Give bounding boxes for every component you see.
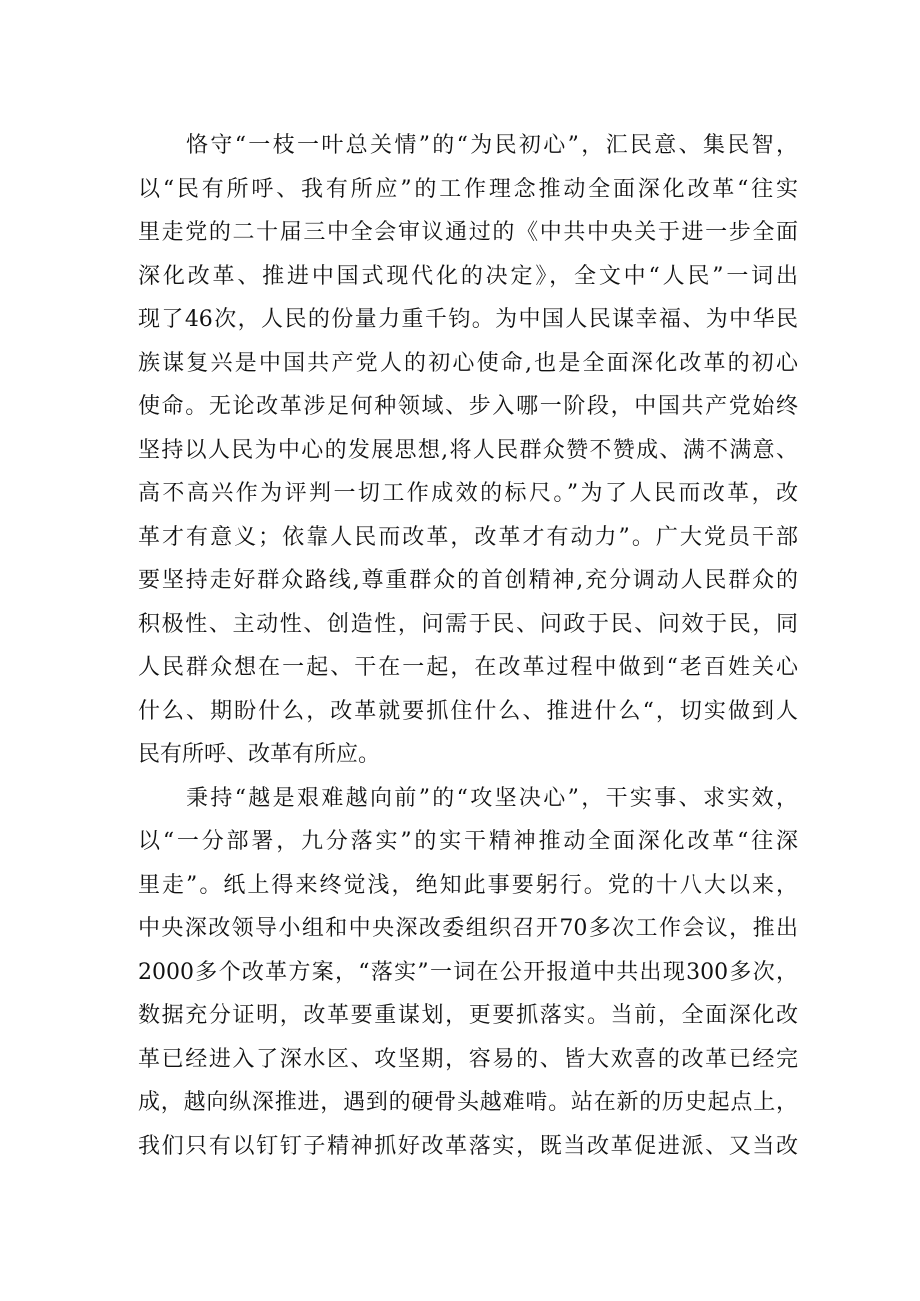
text-line: 恪守“一枝一叶总关情”的“为民初心”，汇民意、集民智，: [186, 133, 798, 158]
text-line: 坚持以人民为中心的发展思想,将人民群众赞不赞成、满不满意、: [138, 438, 798, 463]
text-line: 数据充分证明，改革要重谋划，更要抓落实。当前，全面深化改: [138, 1003, 798, 1028]
text-line: 里走”。纸上得来终觉浅，绝知此事要躬行。党的十八大以来，: [138, 873, 798, 898]
text-line: 成，越向纵深推进，遇到的硬骨头越难啃。站在新的历史起点上，: [138, 1090, 798, 1115]
text-line: 我们只有以钉钉子精神抓好改革落实，既当改革促进派、又当改: [138, 1134, 798, 1159]
text-line: 族谋复兴是中国共产党人的初心使命,也是全面深化改革的初心: [138, 351, 798, 376]
text-line: 中央深改领导小组和中央深改委组织召开70多次工作会议，推出: [138, 916, 798, 941]
text-line: 要坚持走好群众路线,尊重群众的首创精神,充分调动人民群众的: [138, 568, 798, 593]
text-line: 什么、期盼什么，改革就要抓住什么、推进什么“，切实做到人: [138, 699, 798, 724]
text-line: 使命。无论改革涉足何种领域、步入哪一阶段，中国共产党始终: [138, 394, 798, 419]
text-line: 以“一分部署，九分落实”的实干精神推动全面深化改革“往深: [138, 829, 798, 854]
text-line: 深化改革、推进中国式现代化的决定》，全文中“人民”一词出: [138, 264, 798, 289]
text-line: 高不高兴作为评判一切工作成效的标尺。”为了人民而改革，改: [138, 481, 798, 506]
text-line: 人民群众想在一起、干在一起，在改革过程中做到“老百姓关心: [138, 655, 798, 680]
text-line: 里走党的二十届三中全会审议通过的《中共中央关于进一步全面: [138, 220, 798, 245]
text-line: 秉持“越是艰难越向前”的“攻坚决心”，干实事、求实效，: [186, 786, 798, 811]
text-line: 2000多个改革方案，“落实”一词在公开报道中共出现300多次，: [138, 960, 798, 985]
text-line: 革已经进入了深水区、攻坚期，容易的、皆大欢喜的改革已经完: [138, 1047, 798, 1072]
text-line: 积极性、主动性、创造性，问需于民、问政于民、问效于民，同: [138, 612, 798, 637]
text-line: 民有所呼、改革有所应。: [138, 742, 381, 767]
text-line: 以“民有所呼、我有所应”的工作理念推动全面深化改革“往实: [138, 177, 798, 202]
text-line: 革才有意义；依靠人民而改革，改革才有动力”。广大党员干部: [138, 525, 798, 550]
text-line: 现了46次，人民的份量力重千钧。为中国人民谋幸福、为中华民: [138, 307, 798, 332]
